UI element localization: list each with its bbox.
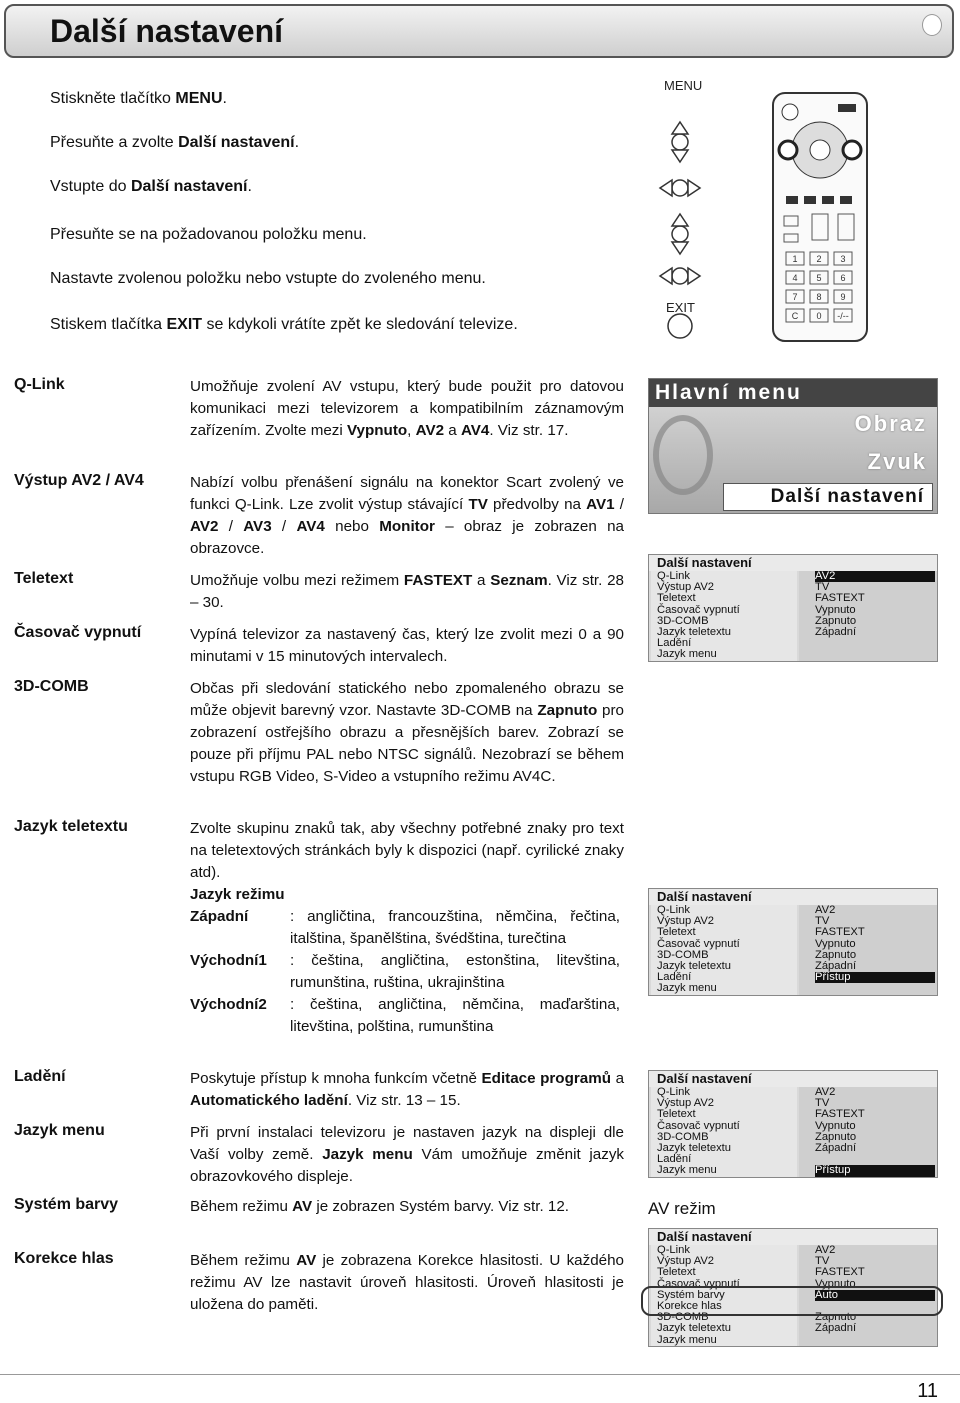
desc-qlink: Umožňuje zvolení AV vstupu, který bude použit pro datovou komunikaci mezi televizorem a kompatibilním záznamovým zařízením. Zvolte mezi Vypnuto, AV2 a AV4. Viz str. 17. bbox=[190, 378, 624, 439]
lang-row-zapadni: Západní : angličtina, francouzština, němčina, řečtina, italština, španělština, švédština, turečtina bbox=[190, 908, 620, 947]
term-system-barvy: Systém barvy bbox=[14, 1196, 119, 1213]
step-5: Nastavte zvolenou položku nebo vstupte do zvoleného menu. bbox=[50, 270, 486, 287]
submenu-row-label: Teletext bbox=[657, 1266, 696, 1279]
step-3: Vstupte do Další nastavení. bbox=[50, 178, 252, 195]
submenu-row-label: Výstup AV2 bbox=[657, 915, 715, 928]
main-menu-item-zvuk[interactable]: Zvuk bbox=[867, 449, 927, 474]
menu-label: MENU bbox=[664, 78, 703, 93]
desc-jazyk-teletextu: Zvolte skupinu znaků tak, aby všechny potřebné znaky pro text na teletextových stránkách byly k dispozici (např. cyrilické znaky atd). Jazyk režimu Západní : angličtina, francouzština, němčina, řečtina, italština, španělština, švédština, turečtina Východní1 : čeština, angličtina, estonština, litevština, rumunština, ruština, ukrajinština Východní2 : čeština, angličtina, němčina, maďarština, litevština, polština, rumunština bbox=[190, 818, 624, 1038]
keypad-key-label: 3 bbox=[840, 254, 846, 264]
submenu-row-value: TV bbox=[815, 1255, 830, 1268]
submenu-row-label: Časovač vypnutí bbox=[657, 603, 740, 616]
term-jazyk-teletextu: Jazyk teletextu bbox=[14, 818, 128, 835]
keypad-key-label: 5 bbox=[816, 273, 822, 283]
desc-jazyk-menu: Při první instalaci televizoru je nastaven jazyk na displeji dle Vaší volby země. Jazyk menu Vám umožňuje změnit jazyk obrazovkového displeje. bbox=[190, 1124, 625, 1185]
submenu-row-label: Jazyk teletextu bbox=[657, 1322, 731, 1335]
main-menu-item-selected[interactable]: Další nastavení bbox=[723, 483, 933, 511]
submenu-row[interactable] bbox=[649, 961, 937, 972]
term-korekce: Korekce hlas bbox=[14, 1250, 114, 1267]
submenu-row-label: 3D-COMB bbox=[657, 614, 709, 627]
submenu-title: Další nastavení bbox=[649, 889, 937, 905]
main-menu-title: Hlavní menu bbox=[649, 379, 937, 407]
submenu-row-label: 3D-COMB bbox=[657, 948, 709, 961]
submenu-row-label: Časovač vypnutí bbox=[657, 937, 740, 950]
submenu-row-value: AV2 bbox=[815, 1244, 836, 1256]
desc-korekce: Během režimu AV je zobrazena Korekce hlasitosti. U každého režimu AV lze nastavit úroveň hlasitosti. Úroveň hlasitosti je uložena do paměti. bbox=[190, 1252, 624, 1313]
term-vystup: Výstup AV2 / AV4 bbox=[14, 472, 144, 489]
jazyk-rezimu-heading: Jazyk režimu bbox=[190, 886, 285, 903]
keypad-key-label: 6 bbox=[840, 273, 846, 283]
left-right-button-1 bbox=[660, 180, 700, 196]
submenu-row-label: Ladění bbox=[657, 637, 692, 650]
page-title: Další nastavení bbox=[50, 13, 283, 49]
up-down-button-2 bbox=[672, 214, 688, 254]
step-4: Přesuňte se na požadovanou položku menu. bbox=[50, 226, 367, 243]
submenu-row-value: AV2 bbox=[815, 1086, 836, 1098]
submenu-panel-2 bbox=[648, 888, 938, 996]
submenu-panel-3 bbox=[648, 1070, 938, 1178]
submenu-row-value: TV bbox=[815, 581, 830, 594]
submenu-panel-1 bbox=[648, 554, 938, 662]
submenu-row-label: Výstup AV2 bbox=[657, 581, 715, 594]
exit-label: EXIT bbox=[666, 300, 695, 315]
submenu-row-label: Q-Link bbox=[657, 570, 690, 582]
desc-vystup: Nabízí volbu přenášení signálu na konektor Scart zvolený ve funkci Q-Link. Lze zvolit výstup stávající TV předvolby na AV1 / AV2 / AV3 / AV4 nebo Monitor – obraz je zobrazen na obrazovce. bbox=[190, 474, 624, 557]
submenu-row-label: Jazyk teletextu bbox=[657, 625, 731, 638]
term-3dcomb: 3D-COMB bbox=[14, 678, 89, 695]
submenu-title: Další nastavení bbox=[649, 1071, 937, 1087]
desc-3dcomb: Občas při sledování statického nebo zpomaleného obrazu se může objevit barevný vzor. Nastavte 3D-COMB na Zapnuto pro zobrazení ostřejšího obrazu a přesnějších barev. Zobrazí se pouze při příjmu PAL nebo NTSC signálů. Nezobrazí se během vstupu RGB Video, S-Video a vstupního režimu AV4C. bbox=[190, 680, 625, 785]
submenu-row-value: AV2 bbox=[815, 571, 935, 582]
submenu-row-label: Q-Link bbox=[657, 1244, 690, 1256]
keypad-key-label: 7 bbox=[792, 292, 798, 302]
submenu-row-label: Jazyk menu bbox=[657, 648, 717, 661]
submenu-row-label: 3D-COMB bbox=[657, 1311, 709, 1324]
submenu-row-label: Jazyk menu bbox=[657, 1164, 717, 1177]
submenu-title: Další nastavení bbox=[649, 555, 937, 571]
keypad-key-label: 0 bbox=[816, 311, 822, 321]
keypad-key-label: 4 bbox=[792, 273, 798, 283]
submenu-title: Další nastavení bbox=[649, 1229, 937, 1245]
main-menu-item-obraz[interactable]: Obraz bbox=[854, 411, 927, 436]
submenu-row[interactable] bbox=[649, 1267, 937, 1278]
sd-logo-icon bbox=[838, 104, 856, 112]
submenu-row-label: Q-Link bbox=[657, 904, 690, 916]
keypad-key-label: 2 bbox=[816, 254, 822, 264]
submenu-row-label: Ladění bbox=[657, 971, 692, 984]
title-corner-decoration bbox=[922, 14, 942, 36]
step-1: Stiskněte tlačítko MENU. bbox=[50, 90, 227, 107]
up-down-button-1 bbox=[672, 122, 688, 162]
submenu-row-value: Vypnuto bbox=[815, 937, 856, 950]
desc-casovac: Vypíná televizor za nastavený čas, který lze zvolit mezi 0 a 90 minutami v 15 minutových intervalech. bbox=[190, 626, 624, 665]
submenu-row-label: Korekce hlas bbox=[657, 1299, 722, 1312]
lang-row-vychodni1: Východní1 : čeština, angličtina, estonština, litevština, rumunština, ruština, ukrajinština bbox=[190, 952, 620, 991]
submenu-row-value: Zapnuto bbox=[815, 1130, 857, 1143]
submenu-row-label: Teletext bbox=[657, 592, 696, 605]
film-reel-icon bbox=[653, 415, 713, 495]
keypad-key-label: C bbox=[791, 311, 799, 321]
term-teletext: Teletext bbox=[14, 570, 74, 587]
term-jazyk-menu: Jazyk menu bbox=[14, 1122, 105, 1139]
submenu-row-label: Výstup AV2 bbox=[657, 1255, 715, 1268]
submenu-row-value: Zapnuto bbox=[815, 614, 857, 627]
submenu-row[interactable] bbox=[649, 983, 937, 994]
submenu-row-label: Časovač vypnutí bbox=[657, 1119, 740, 1132]
highlight-ring bbox=[641, 1286, 943, 1316]
submenu-row-value: Vypnuto bbox=[815, 1119, 856, 1132]
keypad-key-label: 9 bbox=[840, 292, 846, 302]
submenu-row-value: Západní bbox=[815, 1322, 857, 1335]
submenu-row[interactable] bbox=[649, 1335, 937, 1346]
submenu-row-value: Auto bbox=[815, 1290, 935, 1301]
submenu-row-value: FASTEXT bbox=[815, 592, 865, 605]
term-ladeni: Ladění bbox=[14, 1068, 66, 1085]
keypad-key-label: -/-- bbox=[837, 311, 849, 321]
submenu-row-value: FASTEXT bbox=[815, 1108, 865, 1121]
remote-control-illustration bbox=[772, 92, 868, 342]
submenu-row-label: Systém barvy bbox=[657, 1288, 725, 1301]
term-qlink: Q-Link bbox=[14, 376, 65, 393]
lang-row-vychodni2: Východní2 : čeština, angličtina, němčina, maďarština, litevština, polština, rumunština bbox=[190, 996, 620, 1035]
submenu-row-value: Přístup bbox=[815, 1165, 935, 1176]
submenu-row[interactable] bbox=[649, 1165, 937, 1176]
page-title-bar bbox=[4, 4, 954, 58]
submenu-row-label: Q-Link bbox=[657, 1086, 690, 1098]
submenu-row-value: FASTEXT bbox=[815, 1266, 865, 1279]
desc-system-barvy: Během režimu AV je zobrazen Systém barvy. Viz str. 12. bbox=[190, 1198, 570, 1215]
page-number: 11 bbox=[917, 1380, 938, 1402]
submenu-row-value: Západní bbox=[815, 1141, 857, 1154]
submenu-row-label: 3D-COMB bbox=[657, 1130, 709, 1143]
left-right-button-2 bbox=[660, 268, 700, 284]
submenu-row-value: Zapnuto bbox=[815, 1311, 857, 1324]
submenu-row-label: Jazyk menu bbox=[657, 1333, 717, 1346]
submenu-row-value: Vypnuto bbox=[815, 603, 856, 616]
desc-ladeni: Poskytuje přístup k mnoha funkcím včetně Editace programů a Automatického ladění. Viz str. 13 – 15. bbox=[190, 1070, 625, 1109]
submenu-row-label: Jazyk teletextu bbox=[657, 959, 731, 972]
submenu-row[interactable] bbox=[649, 1143, 937, 1154]
submenu-row-label: Jazyk menu bbox=[657, 982, 717, 995]
exit-button bbox=[668, 314, 692, 338]
submenu-row-value: Zapnuto bbox=[815, 948, 857, 961]
submenu-row-label: Teletext bbox=[657, 1108, 696, 1121]
submenu-row[interactable] bbox=[649, 649, 937, 660]
submenu-row-value: TV bbox=[815, 915, 830, 928]
submenu-row-value: AV2 bbox=[815, 904, 836, 916]
footer-divider bbox=[0, 1374, 960, 1375]
submenu-row-value: Západní bbox=[815, 959, 857, 972]
submenu-row-label: Teletext bbox=[657, 926, 696, 939]
submenu-row[interactable] bbox=[649, 1323, 937, 1334]
main-menu-panel bbox=[648, 378, 938, 514]
submenu-row-label: Výstup AV2 bbox=[657, 1097, 715, 1110]
submenu-row[interactable] bbox=[649, 627, 937, 638]
term-casovac: Časovač vypnutí bbox=[14, 624, 142, 641]
power-icon bbox=[782, 104, 798, 120]
keypad-key-label: 1 bbox=[792, 254, 798, 264]
submenu-row[interactable] bbox=[649, 927, 937, 938]
submenu-row-value: Západní bbox=[815, 625, 857, 638]
submenu-panel-4 bbox=[648, 1228, 938, 1347]
submenu-row-value: Přístup bbox=[815, 972, 935, 983]
desc-teletext: Umožňuje volbu mezi režimem FASTEXT a Seznam. Viz str. 28 – 30. bbox=[190, 572, 624, 611]
step-6: Stiskem tlačítka EXIT se kdykoli vrátíte zpět ke sledování televize. bbox=[50, 316, 518, 333]
keypad-key-label: 8 bbox=[816, 292, 822, 302]
submenu-row-value: FASTEXT bbox=[815, 926, 865, 939]
submenu-row-label: Ladění bbox=[657, 1153, 692, 1166]
submenu-row[interactable] bbox=[649, 1109, 937, 1120]
submenu-row-label: Jazyk teletextu bbox=[657, 1141, 731, 1154]
submenu-row[interactable] bbox=[649, 593, 937, 604]
submenu-row-value: Vypnuto bbox=[815, 1277, 856, 1290]
step-2: Přesuňte a zvolte Další nastavení. bbox=[50, 134, 300, 151]
av-mode-label: AV režim bbox=[648, 1199, 716, 1218]
submenu-row-value: TV bbox=[815, 1097, 830, 1110]
submenu-row-label: Časovač vypnutí bbox=[657, 1277, 740, 1290]
